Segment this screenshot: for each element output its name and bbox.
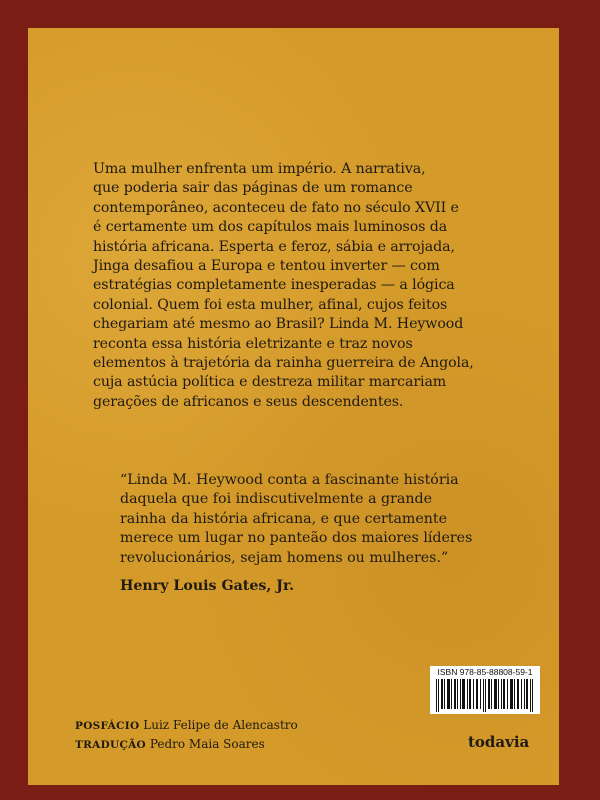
isbn-text: ISBN 978-85-88808-59-1 bbox=[437, 667, 533, 677]
blurb-line: história africana. Esperta e feroz, sábia e arrojada, bbox=[93, 238, 455, 255]
synopsis-blurb bbox=[93, 160, 533, 412]
traducao-name: Pedro Maia Soares bbox=[149, 737, 265, 751]
blurb-line: cuja astúcia política e destreza militar marcariam bbox=[93, 374, 447, 391]
quote-line: merece um lugar no panteão dos maiores líderes bbox=[120, 530, 473, 547]
review-quote bbox=[120, 471, 520, 568]
quote-line: “Linda M. Heywood conta a fascinante história bbox=[120, 472, 459, 488]
blurb-line: Uma mulher enfrenta um império. A narrativa, bbox=[93, 161, 426, 177]
publisher-logo: todavia bbox=[468, 733, 530, 751]
blurb-line: elementos à trajetória da rainha guerreira de Angola, bbox=[93, 355, 474, 372]
blurb-line: chegariam até mesmo ao Brasil? Linda M. Heywood bbox=[93, 316, 464, 333]
posfacio-name: Luiz Felipe de Alencastro bbox=[143, 718, 298, 732]
barcode bbox=[430, 666, 540, 714]
posfacio-label: POSFÁCIO bbox=[75, 720, 140, 732]
blurb-line: gerações de africanos e seus descendentes. bbox=[93, 393, 404, 410]
blurb-line: Jinga desafiou a Europa e tentou inverter — com bbox=[93, 258, 440, 275]
blurb-line: reconta essa história eletrizante e traz novos bbox=[93, 335, 413, 352]
blurb-line: contemporâneo, aconteceu de fato no século XVII e bbox=[93, 199, 459, 216]
blurb-line: que poderia sair das páginas de um romance bbox=[93, 180, 413, 197]
quote-line: revolucionários, sejam homens ou mulheres.” bbox=[120, 549, 449, 566]
posfacio-credit bbox=[75, 716, 298, 735]
quote-attribution: Henry Louis Gates, Jr. bbox=[120, 578, 295, 594]
traducao-credit bbox=[75, 735, 298, 754]
blurb-line: colonial. Quem foi esta mulher, afinal, cujos feitos bbox=[93, 296, 448, 313]
quote-line: daquela que foi indiscutivelmente a grande bbox=[120, 491, 432, 508]
quote-line: rainha da história africana, e que certamente bbox=[120, 510, 448, 527]
credits bbox=[75, 716, 298, 754]
barcode-icon bbox=[436, 679, 534, 712]
traducao-label: TRADUÇÃO bbox=[75, 739, 146, 751]
blurb-line: estratégias completamente inesperadas — a lógica bbox=[93, 277, 455, 294]
blurb-line: é certamente um dos capítulos mais luminosos da bbox=[93, 219, 448, 236]
